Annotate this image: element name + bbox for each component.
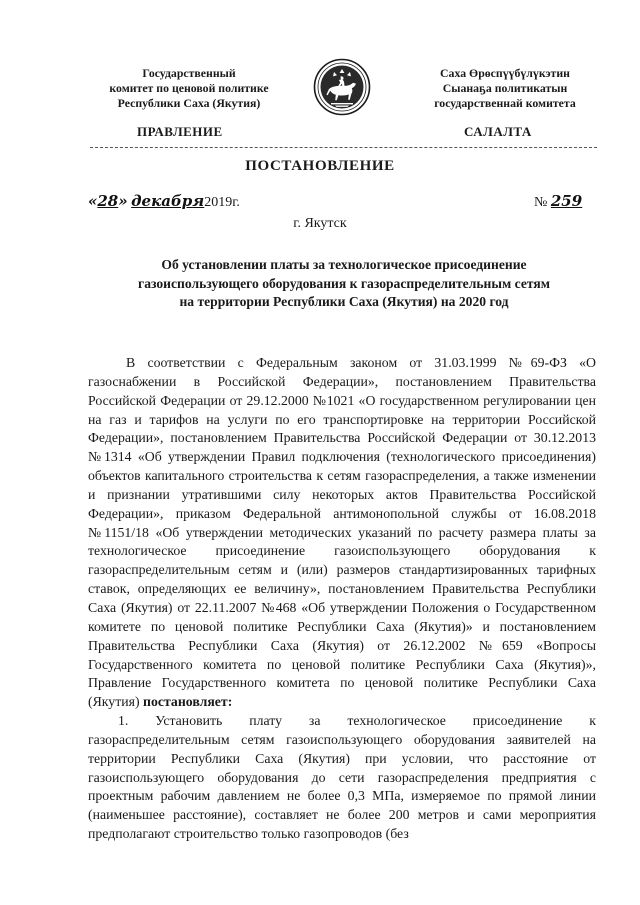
header-left xyxy=(88,66,290,111)
subject-line-2: газоиспользующего оборудования к газораспределительным сетям xyxy=(138,275,550,291)
document-body xyxy=(88,354,596,844)
header-right-line-3: государственнай комитета xyxy=(434,96,576,110)
number-value: 259 xyxy=(550,192,583,210)
document-date xyxy=(88,192,240,211)
date-month: декабря xyxy=(131,192,205,210)
header-right xyxy=(398,66,612,111)
header-left-line-3: Республики Саха (Якутия) xyxy=(117,96,261,110)
paragraph-1-text: В соответствии с Федеральным законом от 31.03.1999 №69-ФЗ «О газоснабжении в Российской Федерации», постановлением Правительства Российской Федерации от 29.12.2000 №1021 «О государственном регулировании цен на газ и тарифов на услуги по его транспортировке на территории Российской Федерации», постановлением Правительства Российской Федерации от 30.12.2013 №1314 «Об утверждении Правил подключения (технологического присоединения) объектов капитального строительства к сетям газораспределения, а также изменении и признании утратившими силу некоторых актов Правительства Российской Федерации», приказом Федеральной антимонопольной службы от 16.08.2018 №1151/18 «Об утверждении методических указаний по расчету размера платы за технологическое присоединение газоиспользующего оборудования к газораспределительным сетям и (или) размеров стандартизированных тарифных ставок, определяющих ее величину», постановлением Правительства Республики Саха (Якутия) от 22.11.2007 №468 «Об утверждении Положения о Государственном комитете по ценовой политике Республики Саха (Якутия)» и постановлением Правительства Республики Саха (Якутия) от 26.12.2002 №659 «Вопросы Государственного комитета по ценовой политике Республики Саха (Якутия)», Правление Государственного комитета по ценовой политике Республики Саха (Якутия) xyxy=(88,355,596,710)
document-number xyxy=(534,192,582,211)
subject-line-1: Об установлении платы за технологическое присоединение xyxy=(161,257,527,272)
document-city: г. Якутск xyxy=(293,216,347,231)
emblem-icon xyxy=(313,58,371,116)
header-left-line-2: комитет по ценовой политике xyxy=(109,81,269,95)
subject-line-3: на территории Республики Саха (Якутия) на 2020 год xyxy=(179,294,509,309)
body-paragraph-1 xyxy=(88,354,596,712)
header-left-subtitle: ПРАВЛЕНИЕ xyxy=(137,124,223,139)
date-day: 28 xyxy=(97,192,119,210)
header-divider xyxy=(90,147,597,148)
header-right-subtitle: САЛАЛТА xyxy=(464,124,532,139)
document-title: ПОСТАНОВЛЕНИЕ xyxy=(245,158,395,174)
date-year: 2019г. xyxy=(204,195,240,210)
paragraph-1-action: постановляет: xyxy=(143,694,233,710)
body-paragraph-2: 1. Установить плату за технологическое присоединение к газораспределительным сетям газоиспользующего оборудования заявителей на территории Республики Саха (Якутия) при условии, что расстояние от газоиспользующего оборудования до сети газораспределения предприятия с проектным рабочим давлением не более 0,3 МПа, измеряемое по прямой линии (наименьшее расстояние), составляет не более 200 метров и сами мероприятия предполагают строительство только газопроводов (без xyxy=(88,713,596,842)
date-close-quote: » xyxy=(118,192,128,210)
number-label: № xyxy=(534,195,548,210)
header-right-line-1: Саха Өрөспүүбүлүкэтин xyxy=(440,66,570,80)
header-left-line-1: Государственный xyxy=(142,66,236,80)
date-open-quote: « xyxy=(88,192,98,210)
header-right-line-2: Сыанаҕа политикатын xyxy=(442,81,568,95)
document-subject xyxy=(94,256,594,312)
